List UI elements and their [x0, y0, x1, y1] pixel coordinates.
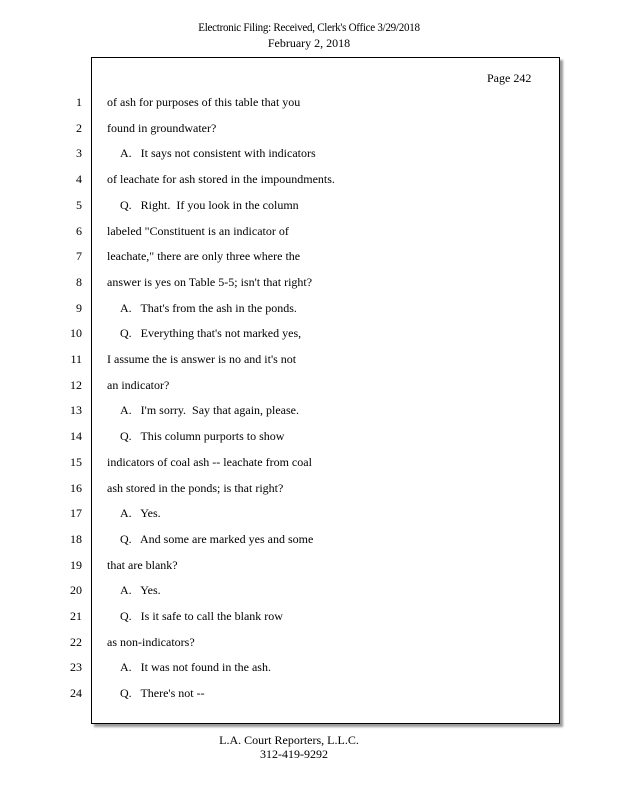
transcript-line: Q. Is it safe to call the blank row	[120, 609, 283, 623]
line-number: 6	[76, 224, 82, 238]
transcript-line: ash stored in the ponds; is that right?	[107, 481, 284, 495]
line-number: 21	[70, 609, 82, 623]
line-number: 16	[70, 481, 82, 495]
line-number: 17	[70, 506, 82, 520]
transcript-line: Q. This column purports to show	[120, 429, 285, 443]
line-number: 19	[70, 558, 82, 572]
line-number: 13	[70, 403, 82, 417]
footer-phone: 312-419-9292	[260, 747, 328, 761]
line-number: 3	[76, 146, 82, 160]
transcript-line: Q. And some are marked yes and some	[120, 532, 314, 546]
transcript-line: Q. Everything that's not marked yes,	[120, 326, 302, 340]
transcript-line: A. It says not consistent with indicators	[120, 146, 316, 160]
line-number: 18	[70, 532, 82, 546]
header-date: February 2, 2018	[267, 36, 351, 50]
page-number: Page 242	[487, 71, 532, 85]
line-number: 2	[76, 121, 82, 135]
transcript-line: A. Yes.	[120, 583, 161, 597]
line-number: 7	[76, 249, 82, 263]
transcript-line: Q. There's not --	[120, 686, 205, 700]
transcript-line: labeled "Constituent is an indicator of	[107, 224, 289, 238]
line-number: 12	[70, 378, 82, 392]
line-number: 10	[70, 326, 82, 340]
line-number: 1	[76, 95, 82, 109]
transcript-line: an indicator?	[107, 378, 170, 392]
transcript-line: as non-indicators?	[107, 635, 195, 649]
line-number: 11	[70, 352, 82, 366]
line-number: 23	[70, 660, 82, 674]
transcript-line: A. That's from the ash in the ponds.	[120, 301, 297, 315]
filing-stamp: Electronic Filing: Received, Clerk's Office 3/29/2018	[198, 20, 420, 34]
transcript-line: of ash for purposes of this table that you	[107, 95, 301, 109]
transcript-line: that are blank?	[107, 558, 178, 572]
transcript-line: Q. Right. If you look in the column	[120, 198, 299, 212]
line-number: 20	[70, 583, 82, 597]
line-number: 5	[76, 198, 82, 212]
transcript-line: A. It was not found in the ash.	[120, 660, 271, 674]
line-number: 15	[70, 455, 82, 469]
transcript-line: indicators of coal ash -- leachate from coal	[107, 455, 312, 469]
transcript-line: A. I'm sorry. Say that again, please.	[120, 403, 300, 417]
line-number: 14	[70, 429, 82, 443]
transcript-line: of leachate for ash stored in the impoundments.	[107, 172, 335, 186]
line-number: 8	[76, 275, 82, 289]
line-number: 4	[76, 172, 82, 186]
line-number: 22	[70, 635, 82, 649]
line-number: 9	[76, 301, 82, 315]
transcript-line: A. Yes.	[120, 506, 161, 520]
footer-company: L.A. Court Reporters, L.L.C.	[219, 733, 359, 747]
transcript-line: answer is yes on Table 5-5; isn't that right?	[107, 275, 313, 289]
transcript-line: leachate," there are only three where the	[107, 249, 301, 263]
transcript-line: found in groundwater?	[107, 121, 217, 135]
line-number: 24	[70, 686, 82, 700]
transcript-line: I assume the is answer is no and it's not	[107, 352, 297, 366]
